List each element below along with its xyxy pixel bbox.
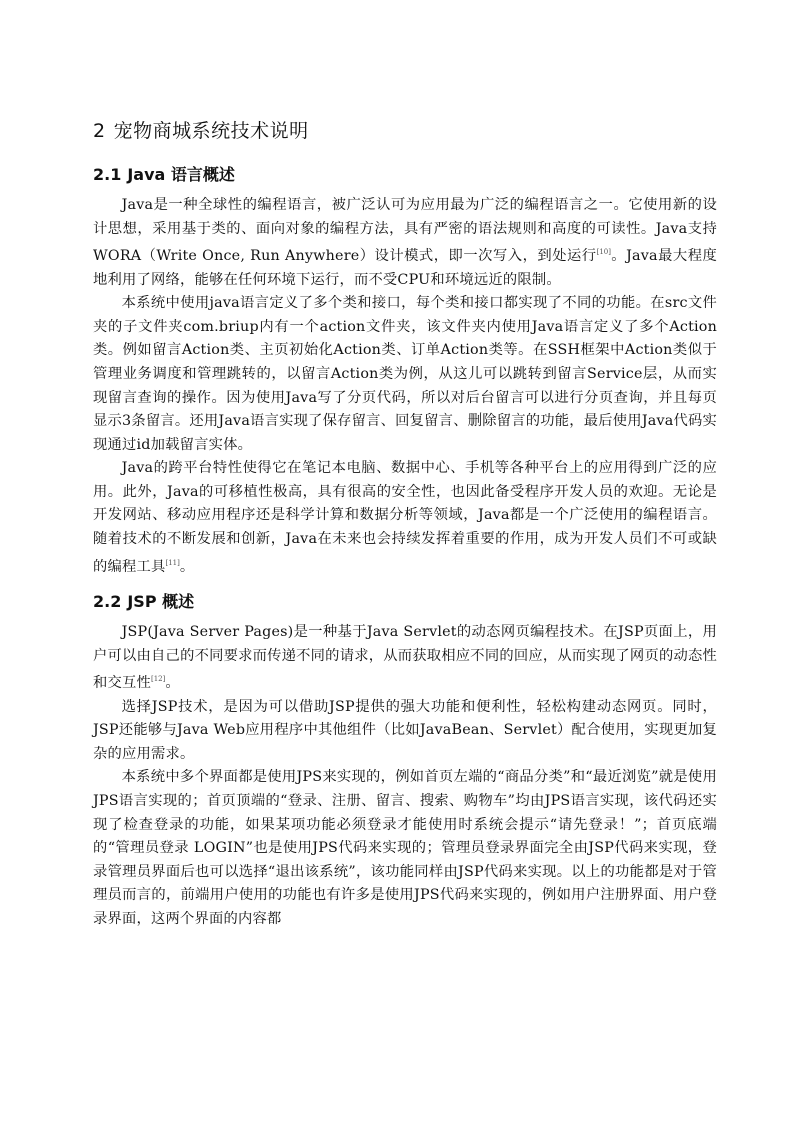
chapter-number: 2 — [93, 120, 106, 142]
paragraph — [93, 194, 717, 292]
paragraph-text: Java是一种全球性的编程语言，被广泛认可为应用最为广泛的编程语言之一。它使用新的设计思想，采用基于类的、面向对象的编程方法，具有严密的语法规则和高度的可读性。Java支持WORA（Write Once, Run Anywhere）设计模式，即一次写入，到处运行 — [93, 197, 717, 264]
citation-ref: [11] — [165, 558, 180, 567]
paragraph-text: 选择JSP技术，是因为可以借助JSP提供的强大功能和便利性，轻松构建动态网页。同时，JSP还能够与Java Web应用程序中其他组件（比如JavaBean、Servlet）配合使用，实现更加复杂的应用需求。 — [93, 698, 717, 762]
paragraph — [93, 696, 717, 767]
paragraph-text: 本系统中使用java语言定义了多个类和接口，每个类和接口都实现了不同的功能。在src文件夹的子文件夹com.briup内有一个action文件夹，该文件夹内使用Java语言定义了多个Action类。例如留言Action类、主页初始化Action类、订单Action类等。在SSH框架中Action类似于管理业务调度和管理跳转的，以留言Action类为例，从这儿可以跳转到留言Service层，从而实现留言查询的操作。因为使用Java写了分页代码，所以对后台留言可以进行分页查询，并且每页显示3条留言。还用Java语言实现了保存留言、回复留言、删除留言的功能，最后使用Java代码实现通过id加载留言实体。 — [93, 295, 717, 453]
paragraph-text: 本系统中多个界面都是使用JPS来实现的，例如首页左端的“商品分类”和“最近浏览”就是使用JPS语言实现的；首页顶端的“登录、注册、留言、搜索、购物车”均由JPS语言实现，该代码还实现了检查登录的功能，如果某项功能必须登录才能使用时系统会提示“请先登录！”；首页底端的“管理员登录 LOGIN”也是使用JPS代码来实现的；管理员登录界面完全由JSP代码来实现，登录管理员界面后也可以选择“退出该系统”，该功能同样由JSP代码来实现。以上的功能都是对于管理员而言的，前端用户使用的功能也有许多是使用JPS代码来实现的，例如用户注册界面、用户登录界面，这两个界面的内容都 — [93, 769, 717, 927]
citation-ref: [10] — [596, 248, 611, 257]
chapter-heading — [93, 116, 717, 146]
section-heading — [93, 589, 717, 615]
section-title: Java 语言概述 — [127, 165, 235, 184]
chapter-title: 宠物商城系统技术说明 — [113, 120, 309, 142]
section-number: 2.1 — [93, 165, 122, 184]
section-jsp — [93, 589, 717, 931]
paragraph-tail: 。Java最大程度地利用了网络，能够在任何环境下运行，而不受CPU和环境远近的限制。 — [93, 247, 718, 288]
citation-ref: [12] — [151, 675, 166, 684]
section-number: 2.2 — [93, 592, 122, 612]
paragraph — [93, 292, 717, 457]
paragraph-tail: 。 — [179, 558, 195, 575]
paragraph-text: JSP(Java Server Pages)是一种基于Java Servlet的动态网页编程技术。在JSP页面上，用户可以由自己的不同要求而传递不同的请求，从而获取相应不同的回应，从而实现了网页的动态性和交互性 — [93, 624, 717, 691]
paragraph-tail: 。 — [165, 674, 180, 691]
paragraph — [93, 766, 717, 931]
document-page — [93, 116, 717, 932]
paragraph-text: Java的跨平台特性使得它在笔记本电脑、数据中心、手机等各种平台上的应用得到广泛的应用。此外，Java的可移植性极高，具有很高的安全性，也因此备受程序开发人员的欢迎。无论是开发网站、移动应用程序还是科学计算和数据分析等领域，Java都是一个广泛使用的编程语言。随着技术的不断发展和创新，Java在未来也会持续发挥着重要的作用，成为开发人员们不可或缺的编程工具 — [93, 460, 717, 575]
paragraph — [93, 621, 717, 696]
section-java — [93, 162, 717, 579]
paragraph — [93, 457, 717, 579]
section-heading — [93, 162, 717, 188]
section-title: JSP 概述 — [127, 592, 195, 612]
